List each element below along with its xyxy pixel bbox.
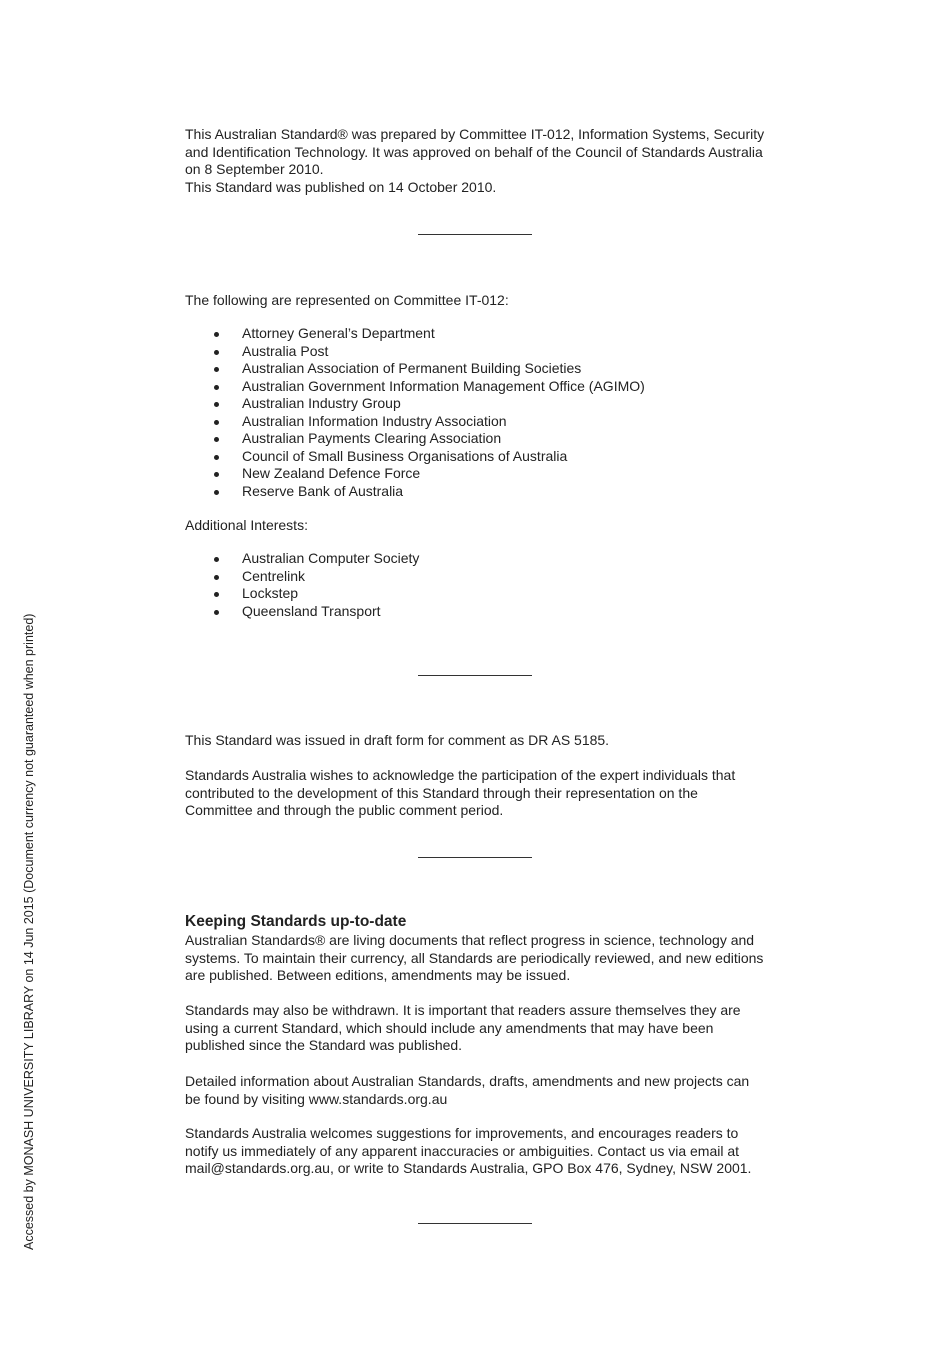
bullet-icon bbox=[214, 420, 219, 425]
bullet-icon bbox=[214, 332, 219, 337]
bullet-icon bbox=[214, 575, 219, 580]
paragraph-contact: Standards Australia welcomes suggestions for improvements, and encourages readers to notify us immediately of any apparent inaccuracies or ambiguities. Contact us via email at mail@standards.org.au, or write to Standards Australia, GPO Box 476, Sydney, NSW 2001. bbox=[185, 1125, 752, 1176]
additional-interests-label: Additional Interests: bbox=[185, 517, 308, 533]
list-item: Lockstep bbox=[185, 585, 419, 603]
list-item: Australian Association of Permanent Building Societies bbox=[185, 360, 645, 378]
paragraph-living-documents: Australian Standards® are living documents that reflect progress in science, technology and systems. To maintain their currency, all Standards are periodically reviewed, and new editions are published. Between editions, amendments may be issued. bbox=[185, 932, 764, 983]
section-divider bbox=[418, 675, 532, 676]
list-item: Centrelink bbox=[185, 568, 419, 586]
section-heading: Keeping Standards up-to-date bbox=[185, 913, 407, 930]
bullet-icon bbox=[214, 490, 219, 495]
bullet-icon bbox=[214, 367, 219, 372]
committee-member-list bbox=[185, 325, 645, 500]
publication-statement: This Standard was published on 14 October 2010. bbox=[185, 179, 497, 195]
bullet-icon bbox=[214, 402, 219, 407]
additional-interests-list bbox=[185, 550, 419, 620]
committee-intro: The following are represented on Committee IT-012: bbox=[185, 292, 509, 308]
list-item: Queensland Transport bbox=[185, 603, 419, 621]
bullet-icon bbox=[214, 592, 219, 597]
acknowledgement-paragraph: Standards Australia wishes to acknowledge the participation of the expert individuals that contributed to the development of this Standard through their representation on the Committee and through the public comment period. bbox=[185, 767, 736, 818]
list-item: Australian Information Industry Association bbox=[185, 413, 645, 431]
list-item: Attorney General’s Department bbox=[185, 325, 645, 343]
section-divider bbox=[418, 234, 532, 235]
approval-statement: This Australian Standard® was prepared by Committee IT-012, Information Systems, Security and Identification Technology. It was approved on behalf of the Council of Standards Australia on 8 September 2010. bbox=[185, 126, 765, 177]
list-item: Australian Computer Society bbox=[185, 550, 419, 568]
paragraph-information: Detailed information about Australian Standards, drafts, amendments and new projects can be found by visiting www.standards.org.au bbox=[185, 1073, 750, 1107]
bullet-icon bbox=[214, 557, 219, 562]
list-item: Australian Government Information Management Office (AGIMO) bbox=[185, 378, 645, 396]
list-item: New Zealand Defence Force bbox=[185, 465, 645, 483]
list-item: Australia Post bbox=[185, 343, 645, 361]
draft-statement: This Standard was issued in draft form for comment as DR AS 5185. bbox=[185, 732, 610, 748]
bullet-icon bbox=[214, 350, 219, 355]
bullet-icon bbox=[214, 455, 219, 460]
list-item: Australian Payments Clearing Association bbox=[185, 430, 645, 448]
access-watermark: Accessed by MONASH UNIVERSITY LIBRARY on 14 Jun 2015 (Document currency not guaranteed when printed) bbox=[22, 613, 36, 1250]
section-divider bbox=[418, 857, 532, 858]
section-divider bbox=[418, 1223, 532, 1224]
bullet-icon bbox=[214, 472, 219, 477]
list-item: Council of Small Business Organisations of Australia bbox=[185, 448, 645, 466]
bullet-icon bbox=[214, 610, 219, 615]
paragraph-withdrawn: Standards may also be withdrawn. It is important that readers assure themselves they are using a current Standard, which should include any amendments that may have been published since the Standard was published. bbox=[185, 1002, 741, 1053]
list-item: Reserve Bank of Australia bbox=[185, 483, 645, 501]
bullet-icon bbox=[214, 437, 219, 442]
list-item: Australian Industry Group bbox=[185, 395, 645, 413]
bullet-icon bbox=[214, 385, 219, 390]
